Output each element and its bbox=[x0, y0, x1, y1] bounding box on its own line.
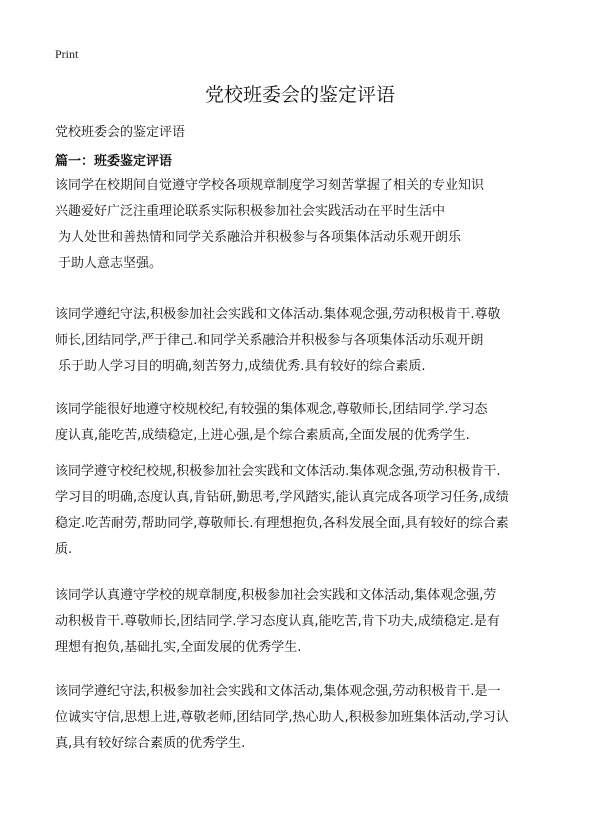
paragraph-line: 为人处世和善热情和同学关系融洽并积极参与各项集体活动乐观开朗乐 bbox=[58, 230, 462, 245]
paragraph-line: 动积极肯干.尊敬师长,团结同学.学习态度认真,能吃苦,肯下功夫,成绩稳定.是有 bbox=[55, 614, 500, 629]
paragraph-line: 该同学遵纪守法,积极参加社会实践和文体活动.集体观念强,劳动积极肯干.尊敬 bbox=[55, 307, 501, 322]
paragraph-line: 位诚实守信,思想上进,尊敬老师,团结同学,热心助人,积极参加班集体活动,学习认 bbox=[55, 710, 509, 725]
paragraph-line: 真,具有较好综合素质的优秀学生. bbox=[55, 736, 246, 751]
paragraph-5 bbox=[55, 583, 575, 661]
paragraph-line: 稳定.吃苦耐劳,帮助同学,尊敬师长.有理想抱负,各科发展全面,具有较好的综合素 bbox=[55, 516, 509, 531]
paragraph-line: 该同学认真遵守学校的规章制度,积极参加社会实践和文体活动,集体观念强,劳 bbox=[55, 588, 497, 603]
paragraph-line: 该同学遵守校纪校规,积极参加社会实践和文体活动.集体观念强,劳动积极肯干. bbox=[55, 464, 501, 479]
paragraph-line: 度认真,能吃苦,成绩稳定,上进心强,是个综合素质高,全面发展的优秀学生. bbox=[55, 428, 470, 443]
paragraph-line: 质. bbox=[55, 542, 73, 557]
paragraph-line: 于助人意志坚强。 bbox=[58, 256, 163, 271]
paragraph-6 bbox=[55, 679, 575, 757]
paragraph-line: 乐于助人学习目的明确,刻苦努力,成绩优秀.具有较好的综合素质. bbox=[58, 359, 426, 374]
paragraph-4 bbox=[55, 459, 575, 563]
paragraph-line: 学习目的明确,态度认真,肯钻研,勤思考,学风踏实,能认真完成各项学习任务,成绩 bbox=[55, 490, 509, 505]
paragraph-line: 理想有抱负,基础扎实,全面发展的优秀学生. bbox=[55, 640, 302, 655]
paragraph-3 bbox=[55, 397, 575, 449]
section-heading: 篇一：班委鉴定评语 bbox=[55, 154, 173, 169]
paragraph-1 bbox=[55, 173, 575, 277]
paragraph-line: 兴趣爱好广泛注重理论联系实际积极参加社会实践活动在平时生活中 bbox=[55, 204, 446, 219]
document-title: 党校班委会的鉴定评语 bbox=[204, 84, 395, 106]
paragraph-line: 师长,团结同学,严于律己.和同学关系融洽并积极参与各项集体活动乐观开朗 bbox=[55, 333, 484, 348]
paragraph-line: 该同学能很好地遵守校规校纪,有较强的集体观念,尊敬师长,团结同学.学习态 bbox=[55, 402, 488, 417]
paragraph-2 bbox=[55, 302, 575, 380]
paragraph-line: 该同学遵纪守法,积极参加社会实践和文体活动,集体观念强,劳动积极肯干.是一 bbox=[55, 684, 501, 699]
print-link[interactable]: Print bbox=[55, 47, 79, 61]
document-subtitle: 党校班委会的鉴定评语 bbox=[55, 125, 186, 140]
paragraph-line: 该同学在校期间自觉遵守学校各项规章制度学习刻苦掌握了相关的专业知识 bbox=[55, 178, 485, 193]
